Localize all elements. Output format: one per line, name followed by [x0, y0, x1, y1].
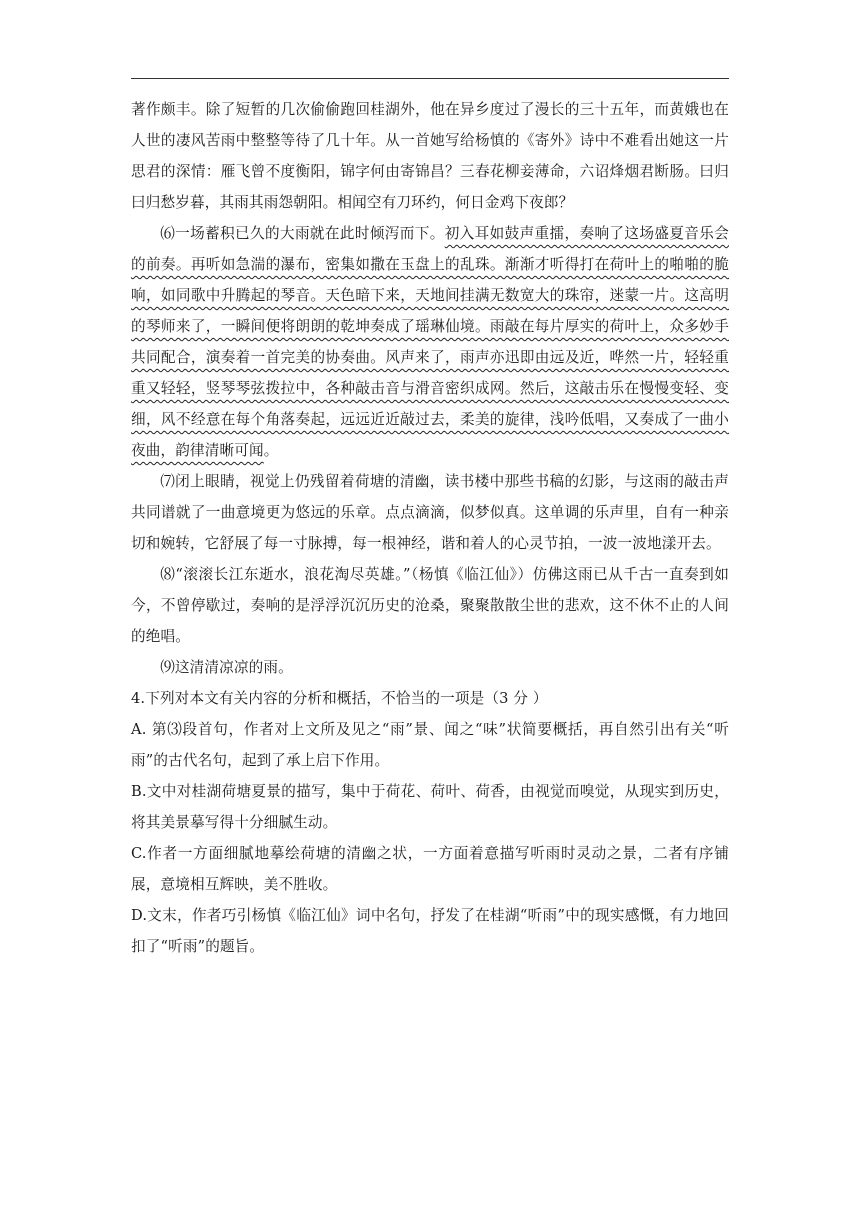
document-body	[131, 94, 729, 962]
option-a: A. 第⑶段首句，作者对上文所及见之“雨”景、闻之“味”状简要概括，再自然引出有关“听雨”的古代名句，起到了承上启下作用。	[131, 721, 729, 769]
option-c: C.作者一方面细腻地摹绘荷塘的清幽之状，一方面着意描写听雨时灵动之景，二者有序铺展，意境相互辉映，美不胜收。	[131, 845, 729, 893]
paragraph-5-continued: 著作颇丰。除了短暂的几次偷偷跑回桂湖外，他在异乡度过了漫长的三十五年，而黄娥也在人世的凄风苦雨中整整等待了几十年。从一首她写给杨慎的《寄外》诗中不难看出她这一片思君的深情：雁飞曾不度衡阳，锦字何由寄锦昌？三春花柳妾薄命，六诏烽烟君断肠。曰归曰归愁岁暮，其雨其雨怨朝阳。相闻空有刀环约，何日金鸡下夜郎？	[131, 101, 729, 211]
question-stem: 4.下列对本文有关内容的分析和概括，不恰当的一项是（3 分 ）	[131, 690, 548, 707]
paragraph-8: ⑻“滚滚长江东逝水，浪花淘尽英雄。”（杨慎《临江仙》）仿佛这雨已从千古一直奏到如今，不曾停歇过，奏响的是浮浮沉沉历史的沧桑，聚聚散散尘世的悲欢，这不休不止的人间的绝唱。	[131, 566, 729, 645]
option-d: D.文末，作者巧引杨慎《临江仙》词中名句，抒发了在桂湖“听雨”中的现实感慨，有力地回扣了“听雨”的题旨。	[131, 907, 729, 955]
paragraph-6	[131, 218, 729, 466]
paragraph-9: ⑼这清清凉凉的雨。	[160, 659, 293, 676]
paragraph-7: ⑺闭上眼睛，视觉上仍残留着荷塘的清幽，读书楼中那些书稿的幻影，与这雨的敲击声共同谱就了一曲意境更为悠远的乐章。点点滴滴，似梦似真。这单调的乐声里，自有一种亲切和婉转，它舒展了每一寸脉搏，每一根神经，谐和着人的心灵节拍，一波一波地漾开去。	[131, 473, 729, 552]
header-rule	[131, 78, 729, 79]
paragraph-6-lead: ⑹一场蓄积已久的大雨就在此时倾泻而下。	[160, 225, 445, 242]
option-b: B.文中对桂湖荷塘夏景的描写，集中于荷花、荷叶、荷香，由视觉而嗅觉，从现实到历史，将其美景摹写得十分细腻生动。	[131, 783, 729, 831]
paragraph-6-tail: 。	[263, 442, 279, 459]
paragraph-6-underlined: 初入耳如鼓声重擂，奏响了这场盛夏音乐会的前奏。再听如急湍的瀑布，密集如撒在玉盘上的乱珠。渐渐才听得打在荷叶上的啪啪的脆响，如同歌中升腾起的琴音。天色暗下来，天地间挂满无数宽大的珠帘，迷蒙一片。这高明的琴师来了，一瞬间便将朗朗的乾坤奏成了瑶琳仙境。雨敲在每片厚实的荷叶上，众多妙手共同配合，演奏着一首完美的协奏曲。风声来了，雨声亦迅即由远及近，哗然一片，轻轻重重又轻轻，竖琴琴弦拨拉中，各种敲击音与滑音密织成网。然后，这敲击乐在慢慢变轻、变细，风不经意在每个角落奏起，远远近近敲过去，柔美的旋律，浅吟低唱，又奏成了一曲小夜曲，韵律清晰可闻	[131, 225, 729, 459]
